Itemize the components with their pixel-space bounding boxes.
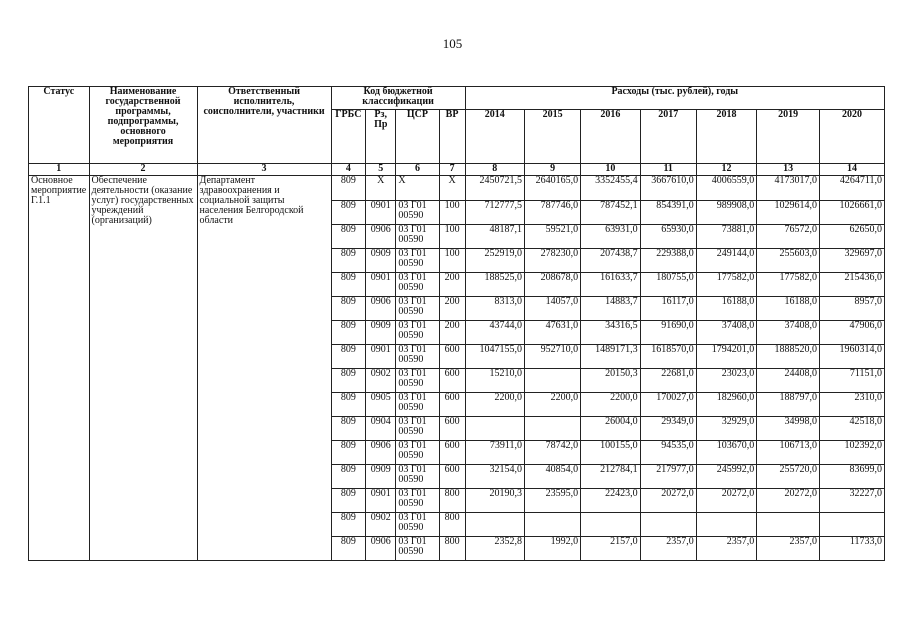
column-number: 5 [366, 164, 396, 176]
grbs-cell: 809 [331, 249, 366, 273]
csr-cell: 03 Г01 00590 [396, 441, 439, 465]
vr-cell: 800 [439, 513, 465, 537]
amount-cell: 249144,0 [696, 249, 757, 273]
amount-cell [696, 513, 757, 537]
column-number: 11 [640, 164, 696, 176]
amount-cell: 20272,0 [640, 489, 696, 513]
grbs-cell: 809 [331, 513, 366, 537]
amount-cell: 1794201,0 [696, 345, 757, 369]
header-executor: Ответственный исполнитель, соисполнители, участники [197, 87, 331, 164]
amount-cell: 76572,0 [757, 225, 820, 249]
vr-cell: 800 [439, 537, 465, 561]
amount-cell: 11733,0 [819, 537, 884, 561]
amount-cell: 4006559,0 [696, 176, 757, 201]
amount-cell: 20150,3 [581, 369, 640, 393]
table-row [29, 176, 885, 201]
amount-cell: 65930,0 [640, 225, 696, 249]
rz-cell: 0902 [366, 513, 396, 537]
amount-cell: 255720,0 [757, 465, 820, 489]
amount-cell: 47906,0 [819, 321, 884, 345]
amount-cell: 4264711,0 [819, 176, 884, 201]
csr-cell: 03 Г01 00590 [396, 417, 439, 441]
header-row-1 [29, 87, 885, 110]
amount-cell: 278230,0 [524, 249, 580, 273]
header-year: 2019 [757, 110, 820, 164]
header-csr: ЦСР [396, 110, 439, 164]
amount-cell: 252919,0 [465, 249, 524, 273]
amount-cell [465, 513, 524, 537]
column-number: 6 [396, 164, 439, 176]
vr-cell: 100 [439, 201, 465, 225]
column-number: 7 [439, 164, 465, 176]
amount-cell: 16117,0 [640, 297, 696, 321]
amount-cell: 215436,0 [819, 273, 884, 297]
csr-cell: 03 Г01 00590 [396, 201, 439, 225]
amount-cell [819, 513, 884, 537]
rz-cell: 0904 [366, 417, 396, 441]
amount-cell: 14057,0 [524, 297, 580, 321]
amount-cell: 15210,0 [465, 369, 524, 393]
grbs-cell: 809 [331, 417, 366, 441]
vr-cell: 600 [439, 393, 465, 417]
rz-cell: 0906 [366, 225, 396, 249]
amount-cell: 16188,0 [757, 297, 820, 321]
rz-cell: 0901 [366, 489, 396, 513]
csr-cell: 03 Г01 00590 [396, 273, 439, 297]
amount-cell [524, 513, 580, 537]
header-year: 2016 [581, 110, 640, 164]
amount-cell: 217977,0 [640, 465, 696, 489]
rz-cell: 0909 [366, 249, 396, 273]
vr-cell: 600 [439, 441, 465, 465]
csr-cell: 03 Г01 00590 [396, 393, 439, 417]
header-year: 2020 [819, 110, 884, 164]
page-number: 105 [442, 36, 463, 51]
amount-cell: 207438,7 [581, 249, 640, 273]
header-rz: Рз, Пр [366, 110, 396, 164]
amount-cell: 1029614,0 [757, 201, 820, 225]
amount-cell: 42518,0 [819, 417, 884, 441]
amount-cell: 40854,0 [524, 465, 580, 489]
rz-cell: 0906 [366, 537, 396, 561]
header-status: Статус [29, 87, 90, 164]
amount-cell: 854391,0 [640, 201, 696, 225]
amount-cell: 73881,0 [696, 225, 757, 249]
vr-cell: 600 [439, 465, 465, 489]
amount-cell: 20190,3 [465, 489, 524, 513]
header-budget-code: Код бюджетной классификации [331, 87, 465, 110]
amount-cell: 37408,0 [757, 321, 820, 345]
amount-cell: 208678,0 [524, 273, 580, 297]
header-vr: ВР [439, 110, 465, 164]
header-year: 2014 [465, 110, 524, 164]
column-number: 1 [29, 164, 90, 176]
amount-cell: 34316,5 [581, 321, 640, 345]
amount-cell: 23023,0 [696, 369, 757, 393]
amount-cell: 787452,1 [581, 201, 640, 225]
column-number: 10 [581, 164, 640, 176]
amount-cell: 2352,8 [465, 537, 524, 561]
amount-cell: 2640165,0 [524, 176, 580, 201]
budget-table [28, 86, 885, 561]
table-body [29, 176, 885, 561]
csr-cell: 03 Г01 00590 [396, 297, 439, 321]
csr-cell: 03 Г01 00590 [396, 345, 439, 369]
rz-cell: 0902 [366, 369, 396, 393]
column-number: 3 [197, 164, 331, 176]
amount-cell: 22681,0 [640, 369, 696, 393]
vr-cell: 200 [439, 321, 465, 345]
amount-cell: 37408,0 [696, 321, 757, 345]
amount-cell: 106713,0 [757, 441, 820, 465]
amount-cell: 23595,0 [524, 489, 580, 513]
grbs-cell: 809 [331, 393, 366, 417]
amount-cell: 229388,0 [640, 249, 696, 273]
amount-cell: 245992,0 [696, 465, 757, 489]
header-year: 2018 [696, 110, 757, 164]
amount-cell: 787746,0 [524, 201, 580, 225]
column-number: 8 [465, 164, 524, 176]
amount-cell: 83699,0 [819, 465, 884, 489]
amount-cell: 188797,0 [757, 393, 820, 417]
grbs-cell: 809 [331, 273, 366, 297]
amount-cell: 4173017,0 [757, 176, 820, 201]
amount-cell: 47631,0 [524, 321, 580, 345]
csr-cell: 03 Г01 00590 [396, 513, 439, 537]
amount-cell: 8957,0 [819, 297, 884, 321]
rz-cell: 0905 [366, 393, 396, 417]
amount-cell: 989908,0 [696, 201, 757, 225]
rz-cell: 0909 [366, 465, 396, 489]
column-number: 4 [331, 164, 366, 176]
grbs-cell: 809 [331, 176, 366, 201]
vr-cell: 200 [439, 297, 465, 321]
rz-cell: 0901 [366, 345, 396, 369]
amount-cell: 1960314,0 [819, 345, 884, 369]
amount-cell: 1047155,0 [465, 345, 524, 369]
amount-cell: 2357,0 [757, 537, 820, 561]
rz-cell: 0906 [366, 297, 396, 321]
amount-cell: 103670,0 [696, 441, 757, 465]
amount-cell [581, 513, 640, 537]
column-number: 12 [696, 164, 757, 176]
vr-cell: 100 [439, 225, 465, 249]
vr-cell: 800 [439, 489, 465, 513]
amount-cell: 8313,0 [465, 297, 524, 321]
grbs-cell: 809 [331, 321, 366, 345]
amount-cell: 712777,5 [465, 201, 524, 225]
amount-cell: 100155,0 [581, 441, 640, 465]
rz-cell: 0901 [366, 201, 396, 225]
column-number: 13 [757, 164, 820, 176]
amount-cell: 255603,0 [757, 249, 820, 273]
amount-cell: 102392,0 [819, 441, 884, 465]
amount-cell [465, 417, 524, 441]
vr-cell: Х [439, 176, 465, 201]
amount-cell [524, 369, 580, 393]
csr-cell: 03 Г01 00590 [396, 465, 439, 489]
amount-cell: 161633,7 [581, 273, 640, 297]
amount-cell: 48187,1 [465, 225, 524, 249]
amount-cell: 59521,0 [524, 225, 580, 249]
amount-cell: 20272,0 [757, 489, 820, 513]
grbs-cell: 809 [331, 441, 366, 465]
amount-cell: 62650,0 [819, 225, 884, 249]
amount-cell [757, 513, 820, 537]
amount-cell: 32929,0 [696, 417, 757, 441]
left-status: Основное мероприятие Г.1.1 [29, 176, 90, 561]
rz-cell: 0909 [366, 321, 396, 345]
header-year: 2017 [640, 110, 696, 164]
amount-cell: 24408,0 [757, 369, 820, 393]
amount-cell: 22423,0 [581, 489, 640, 513]
vr-cell: 100 [439, 249, 465, 273]
column-number: 14 [819, 164, 884, 176]
amount-cell: 16188,0 [696, 297, 757, 321]
amount-cell: 78742,0 [524, 441, 580, 465]
grbs-cell: 809 [331, 225, 366, 249]
amount-cell: 212784,1 [581, 465, 640, 489]
amount-cell: 2200,0 [465, 393, 524, 417]
csr-cell: 03 Г01 00590 [396, 321, 439, 345]
grbs-cell: 809 [331, 345, 366, 369]
csr-cell: 03 Г01 00590 [396, 489, 439, 513]
grbs-cell: 809 [331, 201, 366, 225]
header-expenses: Расходы (тыс. рублей), годы [465, 87, 884, 110]
left-name: Обеспечение деятельности (оказание услуг) государственных учреждений (организаций) [89, 176, 197, 561]
amount-cell: 182960,0 [696, 393, 757, 417]
grbs-cell: 809 [331, 369, 366, 393]
amount-cell: 1618570,0 [640, 345, 696, 369]
amount-cell [524, 417, 580, 441]
amount-cell: 91690,0 [640, 321, 696, 345]
header-grbs: ГРБС [331, 110, 366, 164]
amount-cell: 20272,0 [696, 489, 757, 513]
amount-cell: 3352455,4 [581, 176, 640, 201]
vr-cell: 600 [439, 417, 465, 441]
amount-cell: 14883,7 [581, 297, 640, 321]
grbs-cell: 809 [331, 489, 366, 513]
grbs-cell: 809 [331, 297, 366, 321]
amount-cell: 1489171,3 [581, 345, 640, 369]
amount-cell: 177582,0 [757, 273, 820, 297]
amount-cell [640, 513, 696, 537]
amount-cell: 2157,0 [581, 537, 640, 561]
grbs-cell: 809 [331, 537, 366, 561]
column-number: 9 [524, 164, 580, 176]
amount-cell: 170027,0 [640, 393, 696, 417]
amount-cell: 180755,0 [640, 273, 696, 297]
header-name: Наименование государственной программы, подпрограммы, основного мероприятия [89, 87, 197, 164]
vr-cell: 200 [439, 273, 465, 297]
amount-cell: 71151,0 [819, 369, 884, 393]
amount-cell: 2357,0 [640, 537, 696, 561]
amount-cell: 2450721,5 [465, 176, 524, 201]
amount-cell: 1888520,0 [757, 345, 820, 369]
amount-cell: 188525,0 [465, 273, 524, 297]
grbs-cell: 809 [331, 465, 366, 489]
amount-cell: 952710,0 [524, 345, 580, 369]
amount-cell: 73911,0 [465, 441, 524, 465]
amount-cell: 29349,0 [640, 417, 696, 441]
amount-cell: 43744,0 [465, 321, 524, 345]
amount-cell: 34998,0 [757, 417, 820, 441]
amount-cell: 94535,0 [640, 441, 696, 465]
header-year: 2015 [524, 110, 580, 164]
amount-cell: 329697,0 [819, 249, 884, 273]
vr-cell: 600 [439, 345, 465, 369]
amount-cell: 32227,0 [819, 489, 884, 513]
column-number: 2 [89, 164, 197, 176]
amount-cell: 32154,0 [465, 465, 524, 489]
rz-cell: 0906 [366, 441, 396, 465]
amount-cell: 177582,0 [696, 273, 757, 297]
amount-cell: 1026661,0 [819, 201, 884, 225]
amount-cell: 3667610,0 [640, 176, 696, 201]
vr-cell: 600 [439, 369, 465, 393]
csr-cell: 03 Г01 00590 [396, 369, 439, 393]
amount-cell: 2310,0 [819, 393, 884, 417]
rz-cell: Х [366, 176, 396, 201]
amount-cell: 1992,0 [524, 537, 580, 561]
csr-cell: 03 Г01 00590 [396, 249, 439, 273]
csr-cell: 03 Г01 00590 [396, 537, 439, 561]
amount-cell: 26004,0 [581, 417, 640, 441]
amount-cell: 2357,0 [696, 537, 757, 561]
rz-cell: 0901 [366, 273, 396, 297]
column-number-row [29, 164, 885, 176]
left-executor: Департамент здравоохранения и социальной защиты населения Белгородской области [197, 176, 331, 561]
amount-cell: 63931,0 [581, 225, 640, 249]
csr-cell: 03 Г01 00590 [396, 225, 439, 249]
amount-cell: 2200,0 [581, 393, 640, 417]
amount-cell: 2200,0 [524, 393, 580, 417]
csr-cell: Х [396, 176, 439, 201]
